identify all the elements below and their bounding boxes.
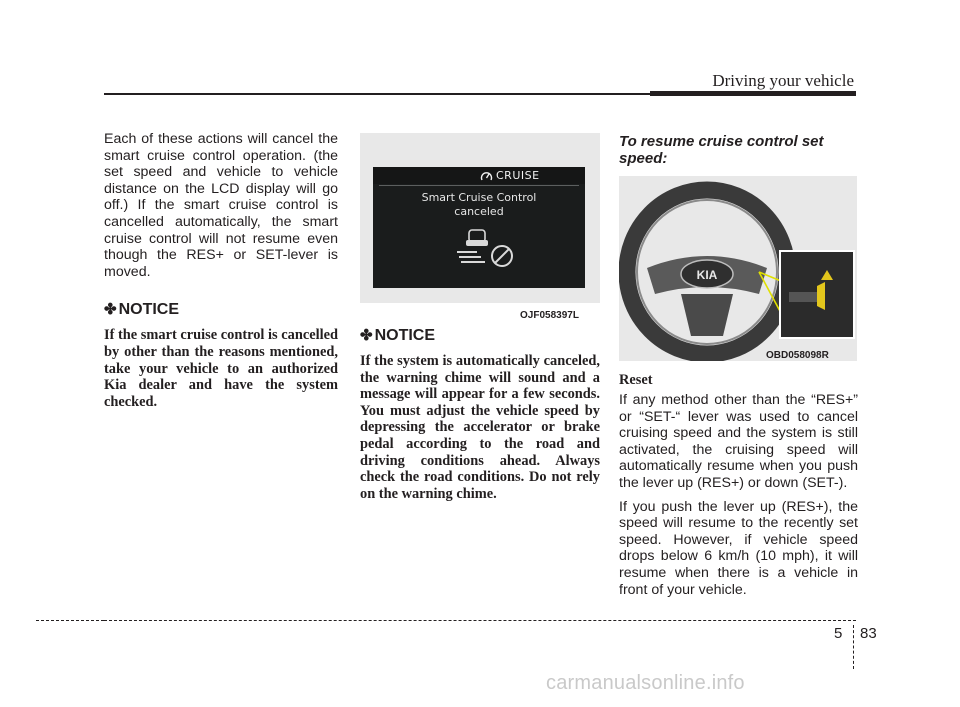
reset-paragraph-1: If any method other than the “RES+” or “SET-“ lever was used to cancel cruising speed and the system is still activated, the cruising speed will automatically resume when you push the lever up (RES+) or down (SET-). — [619, 392, 858, 491]
intro-paragraph: Each of these actions will cancel the smart cruise control operation. (the set speed and vehicle to vehicle distance on the LCD display will go off.) If the smart cruise control is cancelled automatically, the smart cruise control will not resume even though the RES+ or SET-lever is moved. — [104, 131, 338, 280]
section-number: 5 — [834, 625, 843, 642]
notice-heading: ✤ NOTICE — [104, 301, 180, 319]
footer-rule — [104, 620, 856, 621]
cross-star-icon: ✤ — [104, 301, 117, 319]
notice-body: If the smart cruise control is cancelled by other than the reasons mentioned, take your vehicle to an authorized Kia dealer and have the system checked. — [104, 327, 338, 410]
header-bar — [650, 91, 856, 96]
reset-paragraph-2: If you push the lever up (RES+), the speed will resume to the recently set speed. However, if vehicle speed drops below 6 km/h (10 mph), it will resume when there is a vehicle in front of your vehicle. — [619, 498, 858, 598]
lcd-message-line1: Smart Cruise Control — [421, 191, 537, 204]
svg-text:KIA: KIA — [696, 268, 718, 282]
lcd-divider — [379, 185, 579, 186]
resume-heading: To resume cruise control set speed: — [619, 133, 824, 167]
section-title: Driving your vehicle — [712, 71, 854, 90]
column-middle — [360, 326, 600, 502]
column-left — [104, 131, 338, 410]
notice-heading: ✤ NOTICE — [360, 327, 436, 344]
cross-star-icon: ✤ — [360, 327, 373, 344]
figure-code: OJF058397L — [520, 310, 579, 321]
lever-icon — [781, 252, 853, 337]
notice-body: If the system is automatically canceled, the warning chime will sound and a message will appear for a few seconds. You must adjust the vehicle speed by depressing the accelerator or brake pedal according to the road and driving conditions ahead. Always check the road conditions. Do not rely on the warning chime. — [360, 353, 600, 502]
figure-code: OBD058098R — [766, 350, 829, 361]
car-prohibited-icon — [455, 226, 517, 270]
footer-rule-left — [36, 620, 104, 621]
column-right — [619, 372, 858, 598]
page-number-divider — [853, 625, 854, 669]
lcd-message-line2: canceled — [454, 205, 504, 218]
watermark: carmanualsonline.info — [546, 672, 745, 694]
speedometer-icon — [480, 170, 493, 182]
lcd-topbar — [373, 167, 585, 184]
page-number: 83 — [860, 625, 877, 642]
cruise-label: CRUISE — [496, 169, 540, 182]
reset-heading: Reset — [619, 372, 653, 388]
